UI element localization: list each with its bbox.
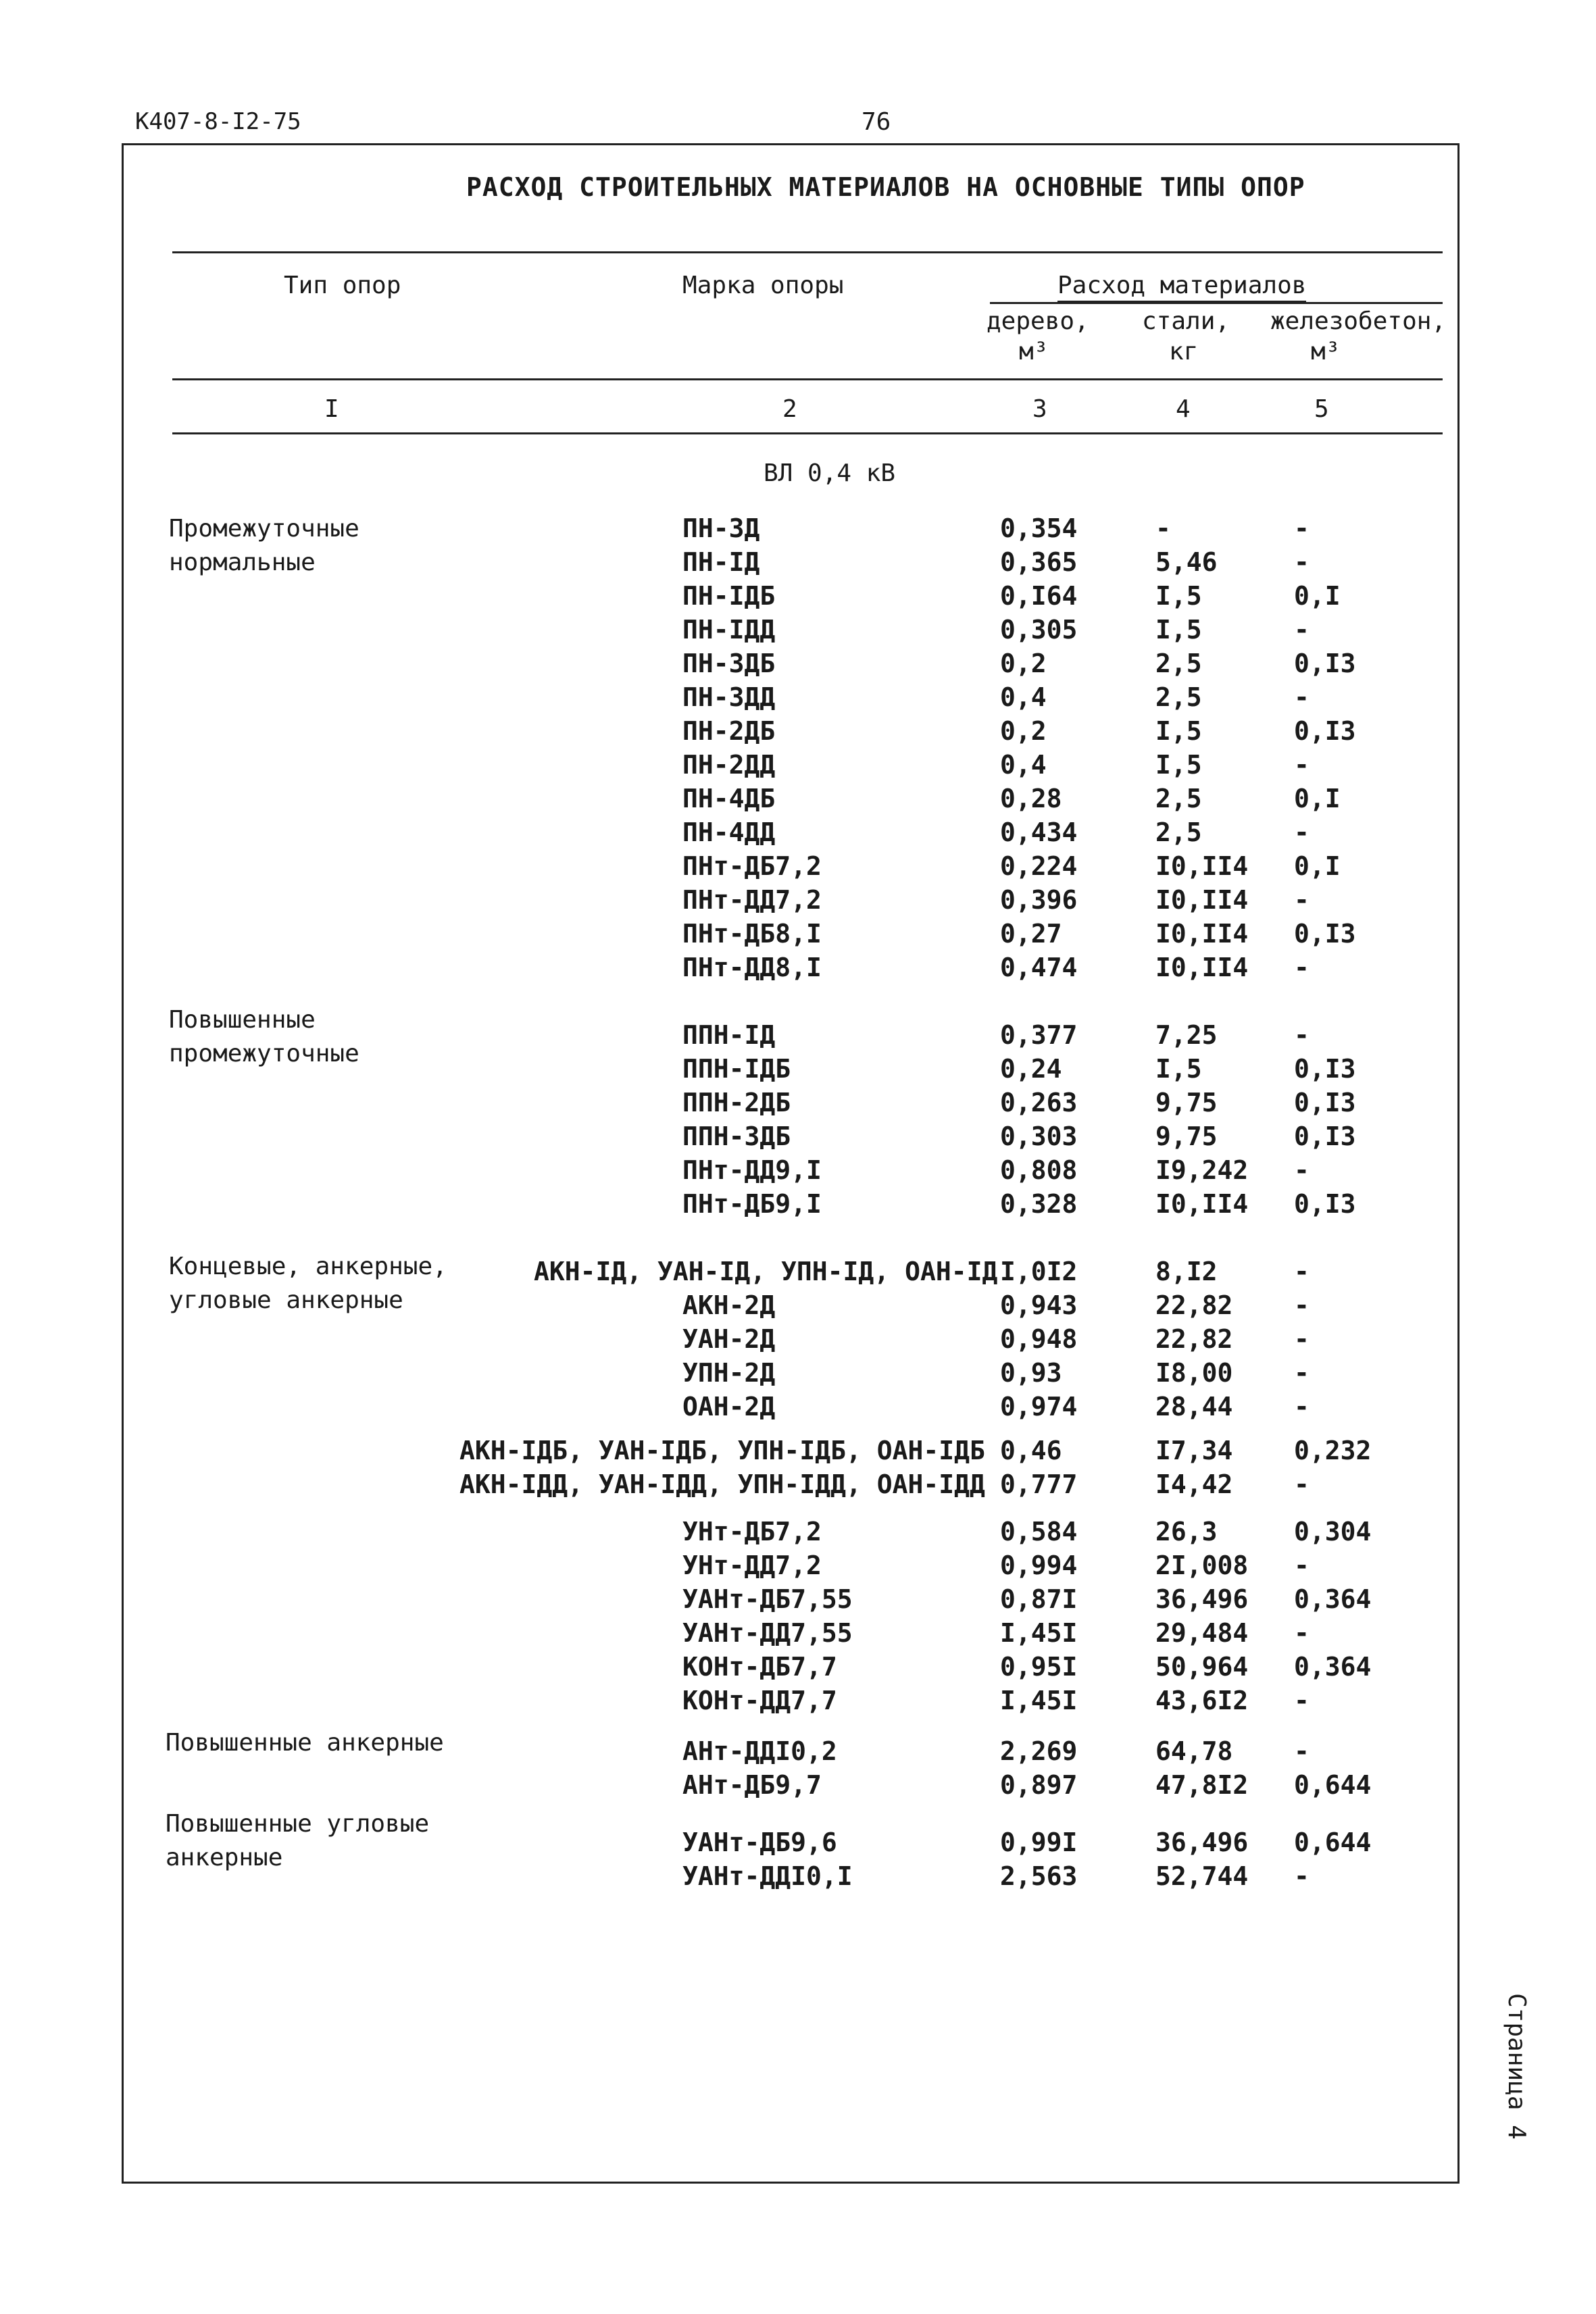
column-header-steel-unit: кг (1169, 338, 1199, 366)
cell-steel: 36,496 (1155, 1584, 1249, 1614)
cell-mark: ПНт-ДД8,I (682, 953, 822, 982)
table-row (0, 1054, 1596, 1088)
table-row (0, 1828, 1596, 1861)
table-row (0, 1686, 1596, 1719)
cell-wood: 0,93 (1000, 1358, 1062, 1388)
cell-wood: 0,4 (1000, 682, 1047, 712)
cell-steel: 43,6I2 (1155, 1686, 1249, 1715)
cell-steel: 64,78 (1155, 1736, 1233, 1766)
cell-mark: ПНт-ДБ8,I (682, 919, 822, 949)
table-row (0, 1770, 1596, 1804)
column-number-1: I (324, 395, 339, 423)
table-row (0, 1652, 1596, 1686)
cell-mark: ПН-3ДБ (682, 649, 776, 678)
cell-concrete: 0,644 (1294, 1828, 1372, 1857)
cell-concrete: - (1294, 1618, 1310, 1648)
cell-concrete: - (1294, 1861, 1310, 1891)
cell-wood: 0,4 (1000, 750, 1047, 780)
cell-steel: I,5 (1155, 615, 1202, 645)
group-label-intermediate: Промежуточные нормальные (169, 515, 359, 576)
cell-mark: ОАН-2Д (682, 1392, 776, 1422)
cell-concrete: - (1294, 615, 1310, 645)
table-row (0, 1358, 1596, 1392)
column-header-mark: Марка опоры (682, 272, 844, 299)
cell-mark: ПН-IДБ (682, 581, 776, 611)
cell-concrete: - (1294, 1736, 1310, 1766)
cell-steel: 22,82 (1155, 1324, 1233, 1354)
cell-wood: 2,269 (1000, 1736, 1078, 1766)
cell-wood: 0,46 (1000, 1436, 1062, 1465)
cell-mark: ПН-3ДД (682, 682, 776, 712)
table-row (0, 1551, 1596, 1584)
cell-concrete: 0,I (1294, 851, 1341, 881)
cell-concrete: - (1294, 953, 1310, 982)
cell-wood: 0,396 (1000, 885, 1078, 915)
cell-steel: I0,II4 (1155, 919, 1249, 949)
cell-steel: 26,3 (1155, 1517, 1218, 1546)
table-row (0, 1517, 1596, 1551)
numbers-bottom-rule (172, 432, 1443, 434)
table-row (0, 1469, 1596, 1503)
table-row (0, 1189, 1596, 1223)
cell-steel: I0,II4 (1155, 953, 1249, 982)
cell-steel: I,5 (1155, 581, 1202, 611)
table-row (0, 953, 1596, 986)
section-heading: ВЛ 0,4 кВ (764, 459, 896, 487)
table-row (0, 885, 1596, 919)
group-label-raised-intermediate: Повышенные промежуточные (169, 1006, 359, 1067)
cell-steel: 2I,008 (1155, 1551, 1249, 1580)
table-row (0, 784, 1596, 818)
cell-concrete: - (1294, 1020, 1310, 1050)
cell-mark: УАН-2Д (682, 1324, 776, 1354)
cell-steel: 22,82 (1155, 1290, 1233, 1320)
table-row (0, 1020, 1596, 1054)
cell-concrete: - (1294, 818, 1310, 847)
cell-wood: 0,263 (1000, 1088, 1078, 1117)
column-number-3: 3 (1032, 395, 1047, 423)
cell-concrete: - (1294, 1469, 1310, 1499)
table-row (0, 919, 1596, 953)
cell-concrete: - (1294, 1686, 1310, 1715)
table-row (0, 1618, 1596, 1652)
cell-wood: 0,777 (1000, 1469, 1078, 1499)
table-row (0, 1584, 1596, 1618)
cell-mark: ПН-IДД (682, 615, 776, 645)
cell-mark: ПН-2ДБ (682, 716, 776, 746)
table-row (0, 547, 1596, 581)
column-number-5: 5 (1314, 395, 1329, 423)
table-row (0, 1088, 1596, 1122)
cell-steel: I7,34 (1155, 1436, 1233, 1465)
cell-mark: АНт-ДДI0,2 (682, 1736, 837, 1766)
cell-wood: 0,943 (1000, 1290, 1078, 1320)
cell-steel: 5,46 (1155, 547, 1218, 577)
cell-steel: 36,496 (1155, 1828, 1249, 1857)
cell-wood: 0,99I (1000, 1828, 1078, 1857)
cell-concrete: - (1294, 885, 1310, 915)
cell-mark: АКН-IД, УАН-IД, УПН-IД, ОАН-IД (534, 1257, 998, 1286)
cell-concrete: - (1294, 1358, 1310, 1388)
cell-concrete: 0,I3 (1294, 649, 1356, 678)
cell-concrete: - (1294, 547, 1310, 577)
cell-concrete: - (1294, 1257, 1310, 1286)
cell-concrete: - (1294, 1392, 1310, 1422)
cell-mark: ПН-IД (682, 547, 760, 577)
cell-wood: 0,377 (1000, 1020, 1078, 1050)
table-row (0, 851, 1596, 885)
cell-steel: 50,964 (1155, 1652, 1249, 1682)
column-header-type: Тип опор (284, 272, 401, 299)
column-header-materials: Расход материалов (1057, 272, 1306, 303)
cell-mark: УНт-ДД7,2 (682, 1551, 822, 1580)
group-label-raised-corner-anchor: Повышенные угловые анкерные (166, 1810, 430, 1871)
cell-wood: 0,354 (1000, 513, 1078, 543)
cell-wood: 0,994 (1000, 1551, 1078, 1580)
cell-steel: I,5 (1155, 1054, 1202, 1084)
side-page-label: Страница 4 (1503, 1993, 1530, 2140)
table-row (0, 1736, 1596, 1770)
table-row (0, 1861, 1596, 1895)
cell-wood: I,0I2 (1000, 1257, 1078, 1286)
cell-wood: 0,27 (1000, 919, 1062, 949)
cell-steel: I,5 (1155, 750, 1202, 780)
cell-concrete: 0,I3 (1294, 1054, 1356, 1084)
cell-steel: I0,II4 (1155, 851, 1249, 881)
cell-wood: 0,I64 (1000, 581, 1078, 611)
cell-mark: УПН-2Д (682, 1358, 776, 1388)
cell-steel: I0,II4 (1155, 1189, 1249, 1219)
table-row (0, 581, 1596, 615)
column-header-steel: стали, (1142, 307, 1230, 335)
table-row (0, 1155, 1596, 1189)
cell-mark: ППН-2ДБ (682, 1088, 791, 1117)
cell-steel: - (1155, 513, 1171, 543)
cell-mark: ПН-4ДД (682, 818, 776, 847)
cell-mark: ПН-2ДД (682, 750, 776, 780)
table-row (0, 513, 1596, 547)
cell-steel: 9,75 (1155, 1122, 1218, 1151)
cell-mark: ППН-IДБ (682, 1054, 791, 1084)
cell-mark: КОНт-ДБ7,7 (682, 1652, 837, 1682)
cell-steel: I0,II4 (1155, 885, 1249, 915)
table-row (0, 1436, 1596, 1469)
cell-mark: УАНт-ДДI0,I (682, 1861, 853, 1891)
cell-wood: 0,808 (1000, 1155, 1078, 1185)
table-row (0, 1392, 1596, 1426)
table-row (0, 1257, 1596, 1290)
cell-wood: 2,563 (1000, 1861, 1078, 1891)
cell-wood: 0,328 (1000, 1189, 1078, 1219)
cell-wood: 0,474 (1000, 953, 1078, 982)
table-row (0, 716, 1596, 750)
cell-concrete: - (1294, 1551, 1310, 1580)
cell-mark: УАНт-ДБ9,6 (682, 1828, 837, 1857)
cell-concrete: - (1294, 1324, 1310, 1354)
cell-concrete: 0,I3 (1294, 1122, 1356, 1151)
cell-wood: I,45I (1000, 1686, 1078, 1715)
cell-mark: ПНт-ДД9,I (682, 1155, 822, 1185)
cell-wood: 0,897 (1000, 1770, 1078, 1800)
cell-wood: 0,365 (1000, 547, 1078, 577)
table-row (0, 649, 1596, 682)
cell-steel: 29,484 (1155, 1618, 1249, 1648)
cell-mark: УНт-ДБ7,2 (682, 1517, 822, 1546)
column-number-2: 2 (782, 395, 797, 423)
page-number: 76 (862, 108, 891, 136)
cell-wood: 0,305 (1000, 615, 1078, 645)
cell-concrete: 0,304 (1294, 1517, 1372, 1546)
cell-steel: 2,5 (1155, 818, 1202, 847)
cell-steel: I9,242 (1155, 1155, 1249, 1185)
cell-mark: УАНт-ДД7,55 (682, 1618, 853, 1648)
cell-steel: I,5 (1155, 716, 1202, 746)
cell-concrete: 0,364 (1294, 1652, 1372, 1682)
cell-mark: ПН-3Д (682, 513, 760, 543)
cell-concrete: 0,I (1294, 784, 1341, 813)
cell-mark: ПНт-ДБ9,I (682, 1189, 822, 1219)
cell-wood: 0,24 (1000, 1054, 1062, 1084)
cell-steel: I4,42 (1155, 1469, 1233, 1499)
cell-steel: 7,25 (1155, 1020, 1218, 1050)
cell-mark: ППН-3ДБ (682, 1122, 791, 1151)
cell-wood: 0,28 (1000, 784, 1062, 813)
table-row (0, 615, 1596, 649)
cell-concrete: - (1294, 1155, 1310, 1185)
group-label-terminal-anchor: Концевые, анкерные, угловые анкерные (169, 1253, 447, 1314)
cell-concrete: - (1294, 1290, 1310, 1320)
cell-steel: 2,5 (1155, 649, 1202, 678)
header-bottom-rule (172, 378, 1443, 380)
document-code: К407-8-I2-75 (135, 108, 301, 135)
cell-mark: УАНт-ДБ7,55 (682, 1584, 853, 1614)
cell-concrete: 0,I (1294, 581, 1341, 611)
cell-steel: 47,8I2 (1155, 1770, 1249, 1800)
cell-wood: 0,95I (1000, 1652, 1078, 1682)
cell-concrete: 0,I3 (1294, 716, 1356, 746)
cell-wood: 0,2 (1000, 649, 1047, 678)
cell-concrete: 0,232 (1294, 1436, 1372, 1465)
cell-mark: АКН-IДБ, УАН-IДБ, УПН-IДБ, ОАН-IДБ (459, 1436, 985, 1465)
cell-concrete: - (1294, 513, 1310, 543)
cell-concrete: 0,I3 (1294, 1189, 1356, 1219)
cell-mark: ПН-4ДБ (682, 784, 776, 813)
cell-mark: ПНт-ДД7,2 (682, 885, 822, 915)
cell-mark: ПНт-ДБ7,2 (682, 851, 822, 881)
cell-concrete: 0,I3 (1294, 1088, 1356, 1117)
table-row (0, 1290, 1596, 1324)
cell-concrete: 0,644 (1294, 1770, 1372, 1800)
column-number-4: 4 (1176, 395, 1191, 423)
cell-wood: 0,434 (1000, 818, 1078, 847)
cell-mark: АНт-ДБ9,7 (682, 1770, 822, 1800)
cell-mark: КОНт-ДД7,7 (682, 1686, 837, 1715)
table-top-rule (172, 251, 1443, 253)
cell-wood: 0,87I (1000, 1584, 1078, 1614)
cell-steel: 2,5 (1155, 682, 1202, 712)
table-row (0, 1122, 1596, 1155)
cell-wood: 0,303 (1000, 1122, 1078, 1151)
cell-mark: ППН-IД (682, 1020, 776, 1050)
cell-wood: I,45I (1000, 1618, 1078, 1648)
cell-steel: 2,5 (1155, 784, 1202, 813)
cell-concrete: 0,I3 (1294, 919, 1356, 949)
column-header-wood: дерево, (987, 307, 1089, 335)
table-row (0, 1324, 1596, 1358)
cell-mark: АКН-IДД, УАН-IДД, УПН-IДД, ОАН-IДД (459, 1469, 985, 1499)
column-header-concrete-unit: м³ (1311, 338, 1341, 366)
cell-mark: АКН-2Д (682, 1290, 776, 1320)
cell-steel: 8,I2 (1155, 1257, 1218, 1286)
table-row (0, 750, 1596, 784)
cell-wood: 0,948 (1000, 1324, 1078, 1354)
cell-steel: 28,44 (1155, 1392, 1233, 1422)
group-label-raised-anchor: Повышенные анкерные (166, 1729, 444, 1757)
cell-steel: 9,75 (1155, 1088, 1218, 1117)
cell-concrete: - (1294, 750, 1310, 780)
cell-wood: 0,974 (1000, 1392, 1078, 1422)
cell-concrete: 0,364 (1294, 1584, 1372, 1614)
cell-wood: 0,224 (1000, 851, 1078, 881)
table-row (0, 682, 1596, 716)
column-header-wood-unit: м³ (1019, 338, 1049, 366)
table-row (0, 818, 1596, 851)
page-title: РАСХОД СТРОИТЕЛЬНЫХ МАТЕРИАЛОВ НА ОСНОВНЫЕ ТИПЫ ОПОР (466, 172, 1305, 202)
column-header-concrete: железобетон, (1270, 307, 1447, 335)
cell-wood: 0,2 (1000, 716, 1047, 746)
cell-steel: I8,00 (1155, 1358, 1233, 1388)
cell-concrete: - (1294, 682, 1310, 712)
cell-steel: 52,744 (1155, 1861, 1249, 1891)
materials-underline (990, 302, 1443, 304)
cell-wood: 0,584 (1000, 1517, 1078, 1546)
